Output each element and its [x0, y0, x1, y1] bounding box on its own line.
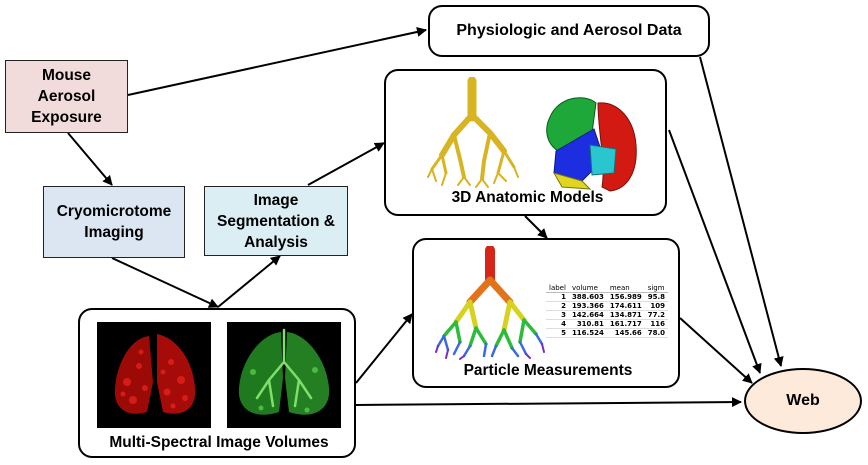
edge-exposure-to-cryomicrotome [68, 133, 112, 185]
table-cell: 109 [645, 302, 668, 311]
image-volumes-caption: Multi-Spectral Image Volumes [109, 434, 329, 451]
table-cell: 134.871 [607, 311, 645, 320]
table-cell: 5 [546, 329, 569, 338]
mouse-exposure-line-1: Mouse [41, 67, 92, 84]
table-row [546, 329, 668, 338]
table-cell: 116 [645, 320, 668, 329]
table-cell: 174.611 [607, 302, 645, 311]
node-cryomicrotome-imaging [43, 186, 185, 258]
particle-tree-image [434, 246, 546, 360]
web-label: Web [786, 392, 820, 409]
table-row [546, 320, 668, 329]
edge-volumes-to-particles [356, 314, 412, 383]
table-row [546, 293, 668, 302]
node-web [744, 368, 862, 434]
segmentation-line-2: Segmentation & [217, 212, 335, 230]
table-header-cell: sigm [645, 284, 668, 293]
cryomicrotome-line-1: Cryomicrotome [56, 203, 172, 220]
table-row [546, 311, 668, 320]
table-cell: 95.8 [645, 293, 668, 302]
particle-measurements-caption: Particle Measurements [463, 362, 633, 379]
airway-tree-image [424, 77, 520, 189]
table-cell: 193.366 [569, 302, 607, 311]
table-cell: 310.81 [569, 320, 607, 329]
edge-exposure-to-physio [128, 30, 426, 95]
node-physiologic-aerosol-data [428, 5, 710, 57]
edge-volumes-to-segmentation [218, 256, 280, 307]
edge-models-to-particles [525, 216, 547, 238]
edge-cryomicrotome-to-volumes [112, 258, 218, 307]
table-cell: 78.0 [645, 329, 668, 338]
table-header-cell: mean [607, 284, 645, 293]
table-cell: 3 [546, 311, 569, 320]
node-particle-measurements [412, 238, 680, 388]
table-cell: 145.66 [607, 329, 645, 338]
table-row [546, 302, 668, 311]
edge-models-to-web [669, 130, 760, 373]
cryomicrotome-line-2: Imaging [84, 224, 144, 241]
table-cell: 116.524 [569, 329, 607, 338]
table-cell: 388.603 [569, 293, 607, 302]
node-3d-anatomic-models [384, 69, 667, 216]
red-channel-volume-image [97, 322, 211, 428]
table-cell: 142.664 [569, 311, 607, 320]
table-header-row [546, 284, 668, 293]
table-cell: 161.717 [607, 320, 645, 329]
table-header-cell: label [546, 284, 569, 293]
table-cell: 1 [546, 293, 569, 302]
edge-particles-to-web [680, 318, 752, 383]
segmentation-line-1: Image [253, 191, 299, 209]
edge-volumes-to-web [356, 402, 741, 405]
node-mouse-aerosol-exposure [5, 60, 128, 133]
particle-measurement-table [546, 284, 668, 338]
table-header-cell: volume [569, 284, 607, 293]
mouse-exposure-line-2: Aerosol [37, 88, 96, 105]
table-cell: 156.989 [607, 293, 645, 302]
mouse-exposure-line-3: Exposure [31, 109, 102, 126]
node-image-segmentation [204, 186, 348, 256]
anatomic-models-caption: 3D Anatomic Models [451, 189, 604, 206]
node-multi-spectral-image-volumes [78, 308, 356, 458]
segmentation-line-3: Analysis [244, 233, 308, 251]
table-cell: 77.2 [645, 311, 668, 320]
table-cell: 4 [546, 320, 569, 329]
green-channel-volume-image [227, 322, 341, 428]
lung-lobes-image [536, 89, 646, 197]
table-cell: 2 [546, 302, 569, 311]
physio-data-label: Physiologic and Aerosol Data [456, 22, 682, 39]
edge-segmentation-to-models [308, 143, 384, 185]
